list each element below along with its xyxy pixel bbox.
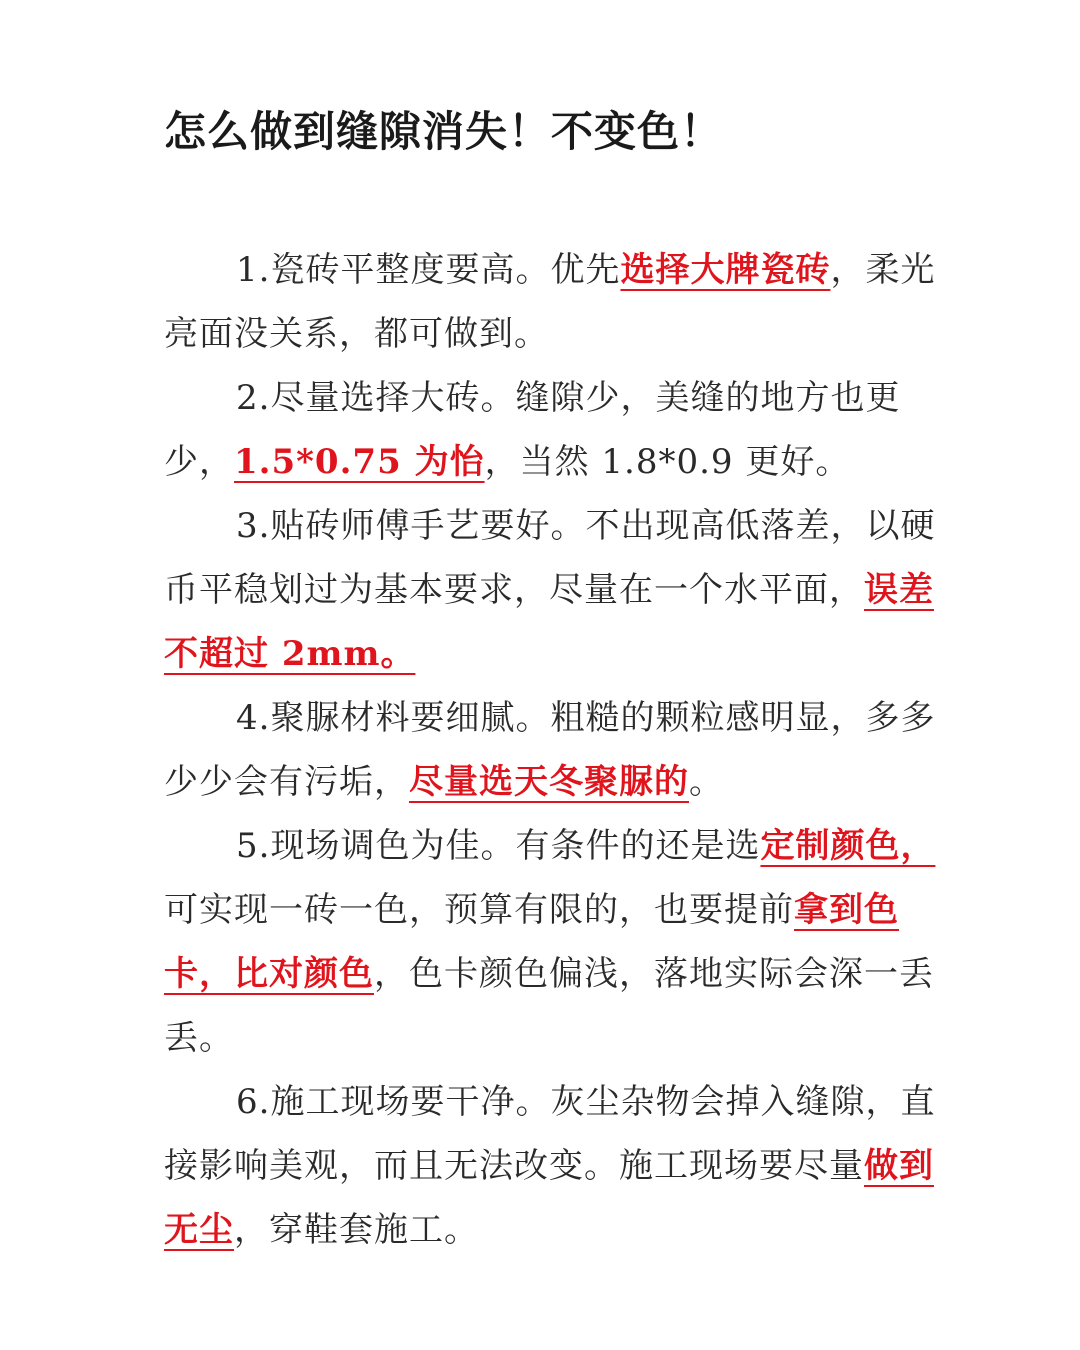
paragraph-3 bbox=[164, 494, 944, 686]
paragraph-2 bbox=[164, 366, 944, 494]
body-text: 6.施工现场要干净。灰尘杂物会掉入缝隙，直接影响美观，而且无法改变。施工现场要尽量 bbox=[164, 1082, 936, 1186]
body-text: 。 bbox=[689, 762, 724, 802]
paragraph-1 bbox=[164, 238, 944, 366]
highlighted-text: 选择大牌瓷砖 bbox=[620, 250, 831, 290]
body-text: ，柔光亮面没关系，都可做到。 bbox=[164, 250, 936, 354]
paragraph-5 bbox=[164, 814, 944, 1070]
highlighted-text: 定制颜色， bbox=[760, 826, 936, 866]
body-text: 可实现一砖一色，预算有限的，也要提前 bbox=[164, 890, 794, 930]
highlighted-text: 1.5*0.75 为怡 bbox=[234, 442, 485, 482]
article-title: 怎么做到缝隙消失！不变色！ bbox=[164, 107, 724, 156]
body-text: ，穿鞋套施工。 bbox=[234, 1210, 479, 1250]
body-text: 3.贴砖师傅手艺要好。不出现高低落差，以硬币平稳划过为基本要求，尽量在一个水平面， bbox=[164, 506, 936, 610]
highlighted-text: 做到无尘 bbox=[164, 1146, 934, 1250]
body-text: ，当然 1.8*0.9 更好。 bbox=[484, 442, 851, 482]
body-text: 4.聚脲材料要细腻。粗糙的颗粒感明显，多多少少会有污垢， bbox=[164, 698, 936, 802]
body-text: 1.瓷砖平整度要高。优先 bbox=[236, 250, 621, 290]
paragraph-6 bbox=[164, 1070, 944, 1262]
highlighted-text: 尽量选天冬聚脲的 bbox=[409, 762, 689, 802]
body-text: ，色卡颜色偏浅，落地实际会深一丢丢。 bbox=[164, 954, 934, 1058]
paragraph-4 bbox=[164, 686, 944, 814]
body-text: 5.现场调色为佳。有条件的还是选 bbox=[236, 826, 761, 866]
body-text: 2.尽量选择大砖。缝隙少，美缝的地方也更少， bbox=[164, 378, 901, 482]
highlighted-text: 拿到色卡，比对颜色 bbox=[164, 890, 899, 994]
highlighted-text: 误差不超过 2mm。 bbox=[164, 570, 934, 674]
article-body bbox=[164, 238, 944, 1262]
